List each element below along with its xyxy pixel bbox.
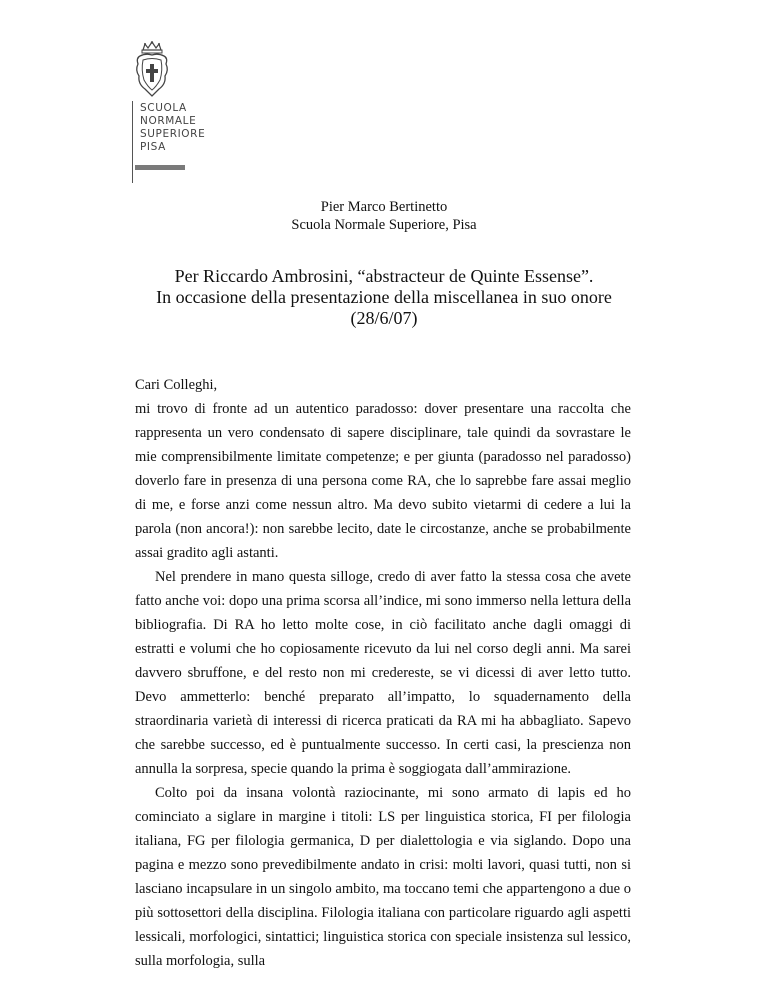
- logo-line: SUPERIORE: [140, 128, 206, 140]
- author-name: Pier Marco Bertinetto: [320, 199, 448, 215]
- logo-line: SCUOLA: [140, 102, 187, 114]
- author-block: [0, 198, 768, 234]
- scuola-normale-crest-icon: [132, 40, 172, 98]
- logo-line: PISA: [140, 141, 166, 153]
- logo-divider: [132, 101, 133, 183]
- document-title: [0, 266, 768, 329]
- greeting: Cari Colleghi,: [135, 377, 218, 393]
- logo-line: NORMALE: [140, 115, 197, 127]
- title-line: Per Riccardo Ambrosini, “abstracteur de Quinte Essense”.: [174, 266, 594, 286]
- title-date: (28/6/07): [350, 308, 418, 328]
- document-body: [135, 373, 631, 973]
- title-line: In occasione della presentazione della miscellanea in suo onore: [156, 287, 612, 307]
- header-divider-bar: [135, 165, 185, 170]
- paragraph: Colto poi da insana volontà raziocinante, mi sono armato di lapis ed ho cominciato a siglare in margine i titoli: LS per linguistica storica, FI per filologia italiana, FG per filologia germanica, D per dialettologia e via siglando. Dopo una pagina e mezzo sono prevedibilmente andato in crisi: molti lavori, quasi tutti, non si lasciano incapsulare in un singolo ambito, ma toccano temi che appartengono a due o più sottosettori della disciplina. Filologia italiana con particolare riguardo agli aspetti lessicali, morfologici, sintattici; linguistica storica con speciale insistenza sul lessico, sulla morfologia, sulla: [135, 785, 631, 969]
- logo-wordmark: [140, 102, 205, 154]
- author-affiliation: Scuola Normale Superiore, Pisa: [291, 217, 477, 233]
- paragraph: mi trovo di fronte ad un autentico paradosso: dover presentare una raccolta che rappresenta un vero condensato di sapere disciplinare, tale quindi da sovrastare le mie comprensibilmente limitate competenze; e per giunta (paradosso nel paradosso) doverlo fare in presenza di una persona come RA, che lo saprebbe fare assai meglio di me, e forse anzi come nessun altro. Ma devo subito vietarmi di cedere a lui la parola (non ancora!): non sarebbe lecito, date le circostanze, anche se probabilmente assai gradito agli astanti.: [135, 401, 631, 561]
- paragraph: Nel prendere in mano questa silloge, credo di aver fatto la stessa cosa che avete fatto anche voi: dopo una prima scorsa all’indice, mi sono immerso nella lettura della bibliografia. Di RA ho letto molte cose, in ciò facilitato anche dagli omaggi di estratti e volumi che ho copiosamente ricevuto da lui nel corso degli anni. Ma sarei davvero sbruffone, e del resto non mi credereste, se vi dicessi di aver letto tutto. Devo ammetterlo: benché preparato all’impatto, lo squadernamento della straordinaria varietà di interessi di ricerca praticati da RA mi ha abbagliato. Sapevo che sarebbe successo, ed è puntualmente successo. In certi casi, la prescienza non annulla la sorpresa, specie quando la prima è soggiogata dall’ammirazione.: [135, 569, 631, 777]
